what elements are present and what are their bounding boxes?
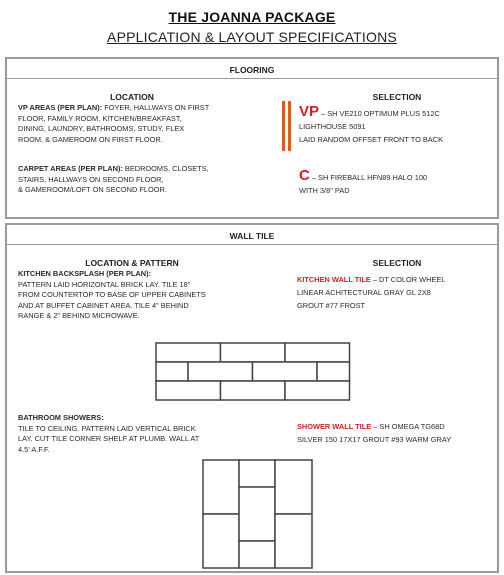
vertical-brick-pattern-diagram bbox=[202, 459, 314, 569]
vp-selection-line1: – SH VE210 OPTIMUM PLUS 512C bbox=[319, 109, 440, 118]
shower-tile-selection bbox=[297, 420, 497, 446]
wall-tile-location-heading: LOCATION & PATTERN bbox=[85, 258, 179, 268]
flooring-section bbox=[5, 57, 499, 219]
carpet-areas-text bbox=[18, 164, 278, 196]
shower-line2: LAY. CUT TILE CORNER SHELF AT PLUMB. WALL AT bbox=[18, 434, 200, 444]
vp-selection bbox=[299, 105, 499, 146]
carpet-selection bbox=[299, 169, 499, 197]
wall-tile-selection-heading: SELECTION bbox=[372, 258, 422, 268]
vp-accent-bars-icon bbox=[282, 101, 295, 151]
package-subtitle: APPLICATION & LAYOUT SPECIFICATIONS bbox=[107, 29, 397, 45]
kitchen-line2: FROM COUNTERTOP TO BASE OF UPPER CABINETS bbox=[18, 290, 206, 300]
flooring-location-heading: LOCATION bbox=[110, 92, 154, 102]
carpet-selection-line2: WITH 3/8" PAD bbox=[299, 186, 350, 195]
kitchen-backsplash-text bbox=[18, 269, 298, 322]
kitchen-backsplash-label: KITCHEN BACKSPLASH (PER PLAN): bbox=[18, 269, 152, 278]
vp-selection-line3: LAID RANDOM OFFSET FRONT TO BACK bbox=[299, 135, 444, 144]
kitchen-sel-line1: – DT COLOR WHEEL bbox=[370, 275, 446, 284]
shower-wall-tile-label: SHOWER WALL TILE bbox=[297, 422, 372, 431]
kitchen-sel-line2: LINEAR ACHITECTURAL GRAY GL 2X8 bbox=[297, 288, 431, 297]
kitchen-wall-tile-label: KITCHEN WALL TILE bbox=[297, 275, 371, 284]
kitchen-line1: PATTERN LAID HORIZONTAL BRICK LAY. TILE 18" bbox=[18, 279, 191, 289]
vp-areas-text bbox=[18, 103, 278, 145]
horizontal-brick-pattern-diagram bbox=[155, 342, 355, 402]
vp-areas-line2: FLOOR, FAMILY ROOM, KITCHEN/BREAKFAST, bbox=[18, 113, 182, 123]
wall-tile-divider bbox=[7, 244, 497, 245]
kitchen-line4: RANGE & 2" BEHIND MICROWAVE. bbox=[18, 311, 140, 321]
vp-code: VP bbox=[299, 103, 320, 120]
wall-tile-section bbox=[5, 223, 499, 573]
shower-sel-line2: SILVER 150 17X17 GROUT #93 WARM GRAY bbox=[297, 435, 452, 444]
carpet-areas-line3: & GAMEROOM/LOFT ON SECOND FLOOR. bbox=[18, 185, 167, 195]
flooring-selection-heading: SELECTION bbox=[372, 92, 422, 102]
shower-sel-line1: – SH OMEGA TG68D bbox=[371, 422, 445, 431]
kitchen-line3: AND AT BUFFET CABINET AREA. TILE 4" BEHIND bbox=[18, 300, 189, 310]
vp-areas-line3: DINING, LAUNDRY, BATHROOMS, STUDY, FLEX bbox=[18, 124, 185, 134]
shower-line1: TILE TO CEILING. PATTERN LAID VERTICAL BRICK bbox=[18, 423, 196, 433]
vp-areas-line4: ROOM, & GAMEROOM ON FIRST FLOOR. bbox=[18, 134, 163, 144]
flooring-title: FLOORING bbox=[229, 65, 275, 75]
carpet-selection-line1: – SH FIREBALL HFN89 HALO 100 bbox=[309, 173, 428, 182]
carpet-areas-label: CARPET AREAS (PER PLAN): bbox=[18, 164, 123, 173]
vp-areas-label: VP AREAS (PER PLAN): bbox=[18, 103, 103, 112]
carpet-code: C bbox=[299, 167, 310, 184]
bathroom-showers-label: BATHROOM SHOWERS: bbox=[18, 413, 104, 422]
carpet-areas-line2: STAIRS, HALLWAYS ON SECOND FLOOR, bbox=[18, 174, 164, 184]
carpet-areas-line1: BEDROOMS, CLOSETS, bbox=[122, 164, 209, 173]
bathroom-showers-text bbox=[18, 413, 298, 455]
vp-areas-line1: FOYER, HALLWAYS ON FIRST bbox=[102, 103, 210, 112]
shower-line3: 4.5' A.F.F. bbox=[18, 444, 50, 454]
flooring-divider bbox=[7, 78, 497, 79]
kitchen-sel-line3: GROUT #77 FROST bbox=[297, 301, 366, 310]
vp-selection-line2: LIGHTHOUSE 5091 bbox=[299, 122, 366, 131]
kitchen-tile-selection bbox=[297, 273, 497, 312]
package-title: THE JOANNA PACKAGE bbox=[168, 9, 336, 25]
wall-tile-title: WALL TILE bbox=[229, 231, 275, 241]
